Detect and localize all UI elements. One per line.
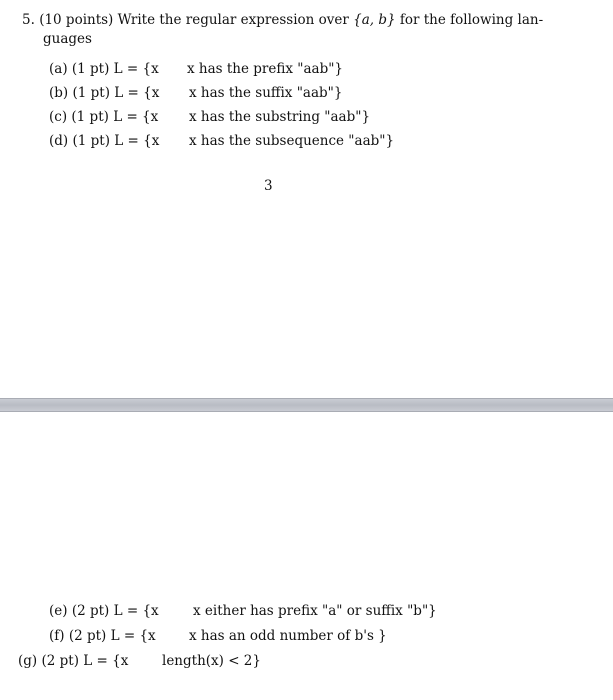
question-text: Write the regular expression over	[117, 12, 349, 28]
part-c-desc: x has the substring "aab"}	[189, 109, 371, 125]
part-e-desc: x either has prefix "a" or suffix "b"}	[193, 603, 437, 619]
part-lhs: L = {x	[114, 85, 160, 101]
part-f-desc: x has an odd number of b's }	[189, 628, 387, 644]
part-b-desc: x has the suffix "aab"}	[189, 85, 343, 101]
part-d	[49, 133, 159, 149]
part-label: (e)	[49, 603, 68, 619]
part-points: (2 pt)	[68, 628, 107, 644]
part-label: (a)	[49, 61, 68, 77]
question-header	[22, 12, 543, 28]
part-a-desc: x has the prefix "aab"}	[187, 61, 344, 77]
alphabet-set: {a, b}	[353, 12, 396, 28]
part-label: (d)	[49, 133, 69, 149]
part-e	[49, 603, 159, 619]
part-points: (1 pt)	[71, 109, 109, 125]
part-c	[49, 109, 158, 125]
part-points: (1 pt)	[72, 133, 110, 149]
part-a	[49, 61, 159, 77]
part-points: (2 pt)	[71, 603, 110, 619]
part-lhs: L = {x	[113, 109, 159, 125]
part-points: (1 pt)	[72, 85, 110, 101]
part-lhs: L = {x	[114, 133, 160, 149]
page-separator	[0, 398, 613, 412]
part-label: (b)	[49, 85, 69, 101]
question-points: (10 points)	[39, 12, 114, 28]
part-points: (1 pt)	[71, 61, 110, 77]
part-lhs: L = {x	[110, 628, 156, 644]
part-label: (g)	[18, 653, 38, 669]
question-number: 5.	[22, 12, 35, 28]
part-lhs: L = {x	[113, 603, 159, 619]
question-text-end: for the following lan-	[399, 12, 544, 28]
part-lhs: L = {x	[113, 61, 159, 77]
part-label: (c)	[49, 109, 68, 125]
part-points: (2 pt)	[41, 653, 79, 669]
part-f	[49, 628, 156, 644]
document-page-bottom	[0, 412, 613, 700]
part-label: (f)	[49, 628, 65, 644]
part-b	[49, 85, 159, 101]
part-lhs: L = {x	[83, 653, 129, 669]
page-number: 3	[264, 178, 273, 194]
part-d-desc: x has the subsequence "aab"}	[189, 133, 395, 149]
question-continuation: guages	[43, 31, 92, 47]
part-g	[18, 653, 128, 669]
part-g-desc: length(x) < 2}	[162, 653, 261, 669]
